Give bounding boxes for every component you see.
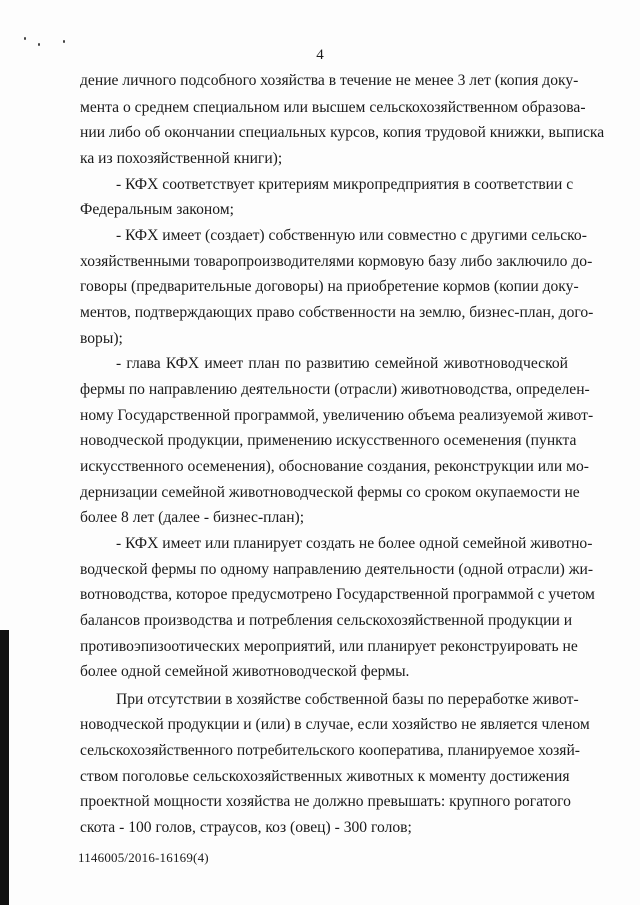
text-line: ством поголовье сельскохозяйственных животных к моменту достижения — [80, 768, 570, 785]
text-line: - глава КФХ имеет план по развитию семейной животноводческой — [116, 355, 568, 372]
text-line: новодческой продукции и (или) в случае, если хозяйство не является членом — [80, 716, 590, 733]
scan-speck — [63, 40, 65, 43]
text-line: мента о среднем специальном или высшем сельскохозяйственном образова- — [80, 99, 586, 116]
text-line: ному Государственной программой, увеличению объема реализуемой живот- — [80, 407, 594, 424]
scan-edge-bar — [0, 630, 9, 905]
text-line: - КФХ соответствует критериям микропредприятия в соответствии с — [116, 176, 574, 193]
text-line: ка из похозяйственной книги); — [80, 150, 283, 167]
text-line: новодческой продукции, применению искусственного осеменения (пункта — [80, 432, 577, 449]
text-line: дение личного подсобного хозяйства в течение не менее 3 лет (копия доку- — [80, 72, 579, 89]
text-line: Федеральным законом; — [80, 201, 234, 218]
scan-speck — [38, 43, 40, 46]
text-line: - КФХ имеет (создает) собственную или совместно с другими сельско- — [116, 227, 587, 244]
text-line: воры); — [80, 330, 123, 347]
document-code: 1146005/2016-16169(4) — [78, 850, 209, 865]
text-line: - КФХ имеет или планирует создать не более одной семейной животно- — [116, 535, 593, 552]
text-line: балансов производства и потребления сельскохозяйственной продукции и — [80, 612, 573, 629]
text-line: скота - 100 голов, страусов, коз (овец) - 300 голов; — [80, 819, 412, 836]
text-line: При отсутствии в хозяйстве собственной базы по переработке живот- — [116, 691, 579, 708]
text-line: водческой фермы по одному направлению деятельности (одной отрасли) жи- — [80, 561, 594, 578]
text-line: ментов, подтверждающих право собственности на землю, бизнес-план, дого- — [80, 304, 594, 321]
text-line: искусственного осеменения), обоснование создания, реконструкции или мо- — [80, 458, 589, 475]
scan-speck — [24, 37, 26, 40]
text-line: проектной мощности хозяйства не должно превышать: крупного рогатого — [80, 793, 571, 810]
text-line: более одной семейной животноводческой фермы. — [80, 663, 410, 680]
text-line: говоры (предварительные договоры) на приобретение кормов (копии доку- — [80, 278, 579, 295]
text-line: вотноводства, которое предусмотрено Государственной программой с учетом — [80, 586, 595, 603]
text-line: дернизации семейной животноводческой фермы со сроком окупаемости не — [80, 484, 580, 501]
text-line: нии либо об окончании специальных курсов, копия трудовой книжки, выписка — [80, 124, 605, 141]
page-number: 4 — [316, 47, 324, 63]
text-line: фермы по направлению деятельности (отрасли) животноводства, определен- — [80, 381, 590, 398]
text-line: более 8 лет (далее - бизнес-план); — [80, 509, 305, 526]
text-line: сельскохозяйственного потребительского кооператива, планируемое хозяй- — [80, 742, 580, 759]
text-line: хозяйственными товаропроизводителями кормовую базу либо заключило до- — [80, 253, 593, 270]
text-line: противоэпизоотических мероприятий, или планирует реконструировать не — [80, 638, 578, 655]
